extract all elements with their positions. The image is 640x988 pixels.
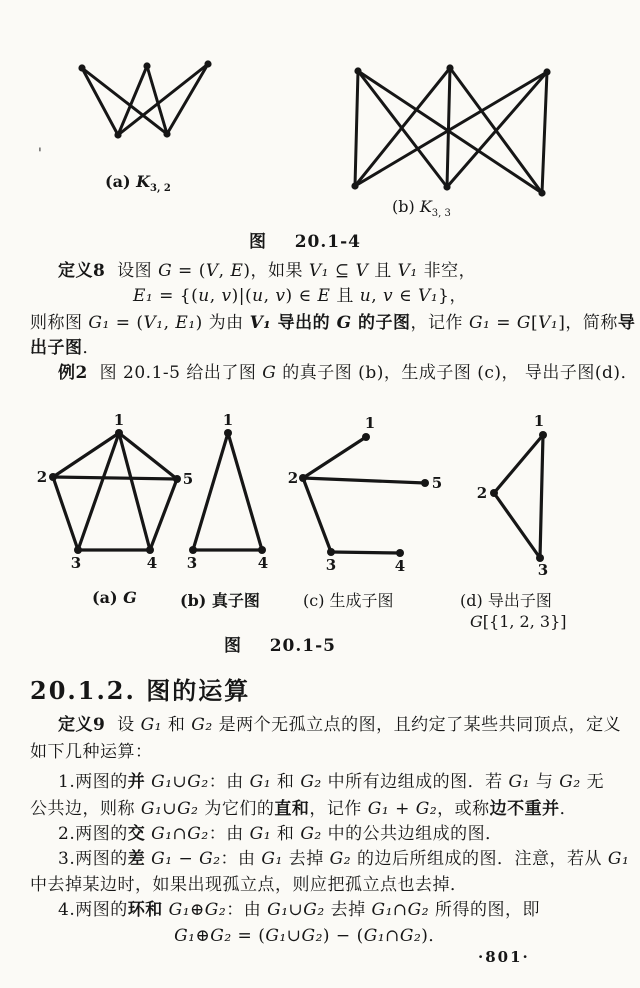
graph-true-subgraph-canvas [182,411,285,586]
svg-text:5: 5 [431,474,443,492]
svg-text:3: 3 [325,556,337,574]
figure5-label-d-line2: G[{1, 2, 3}] [470,612,567,631]
figure4-label-a: (a) $K_{3, 2}$ [105,172,171,195]
svg-text:3: 3 [186,554,198,572]
figure4-label-b: (b) $K_{3, 3}$ [392,197,451,220]
scan-stray-mark: ' [38,146,42,162]
svg-text:2: 2 [36,468,48,486]
svg-text:5: 5 [182,470,194,488]
ring-sum-formula: G₁⊕G₂ = (G₁∪G₂) − (G₁∩G₂)． [174,926,446,946]
svg-text:2: 2 [476,484,488,502]
operation-item1-line1: 1.两图的并 G₁∪G₂：由 G₁ 和 G₂ 中所有边组成的图．若 G₁ 与 G₂ 无 [58,772,605,792]
operation-item3-line1: 3.两图的差 G₁ − G₂：由 G₁ 去掉 G₂ 的边后所组成的图．注意，若从 G₁ [58,849,630,869]
svg-text:4: 4 [394,557,406,575]
graph-k32-canvas [45,48,230,158]
section-heading: 20.1.2. 图的运算 [30,676,251,705]
svg-text:3: 3 [70,554,82,572]
example2-text: 例2 图 20.1-5 给出了图 G 的真子图 (b)，生成子图 (c)， 导出子图(d)． [58,363,639,383]
svg-text:4: 4 [146,554,158,572]
figure4-caption: 图 20.1-4 [249,232,361,252]
graph-k33-canvas [340,53,565,208]
svg-text:3: 3 [537,561,549,579]
svg-text:1: 1 [113,411,125,429]
figure5-caption: 图 20.1-5 [224,636,336,656]
definition8-line3: 出子图． [30,338,100,358]
graph-spanning-subgraph-canvas [287,414,445,586]
svg-text:1: 1 [222,411,234,429]
definition9-line1: 定义9 设 G₁ 和 G₂ 是两个无孤立点的图，且约定了某些共同顶点，定义 [58,715,622,735]
definition8-line2: 则称图 G₁ = (V₁, E₁) 为由 V₁ 导出的 G 的子图，记作 G₁ = G[V₁]，简称导 [30,313,636,333]
svg-text:4: 4 [257,554,269,572]
graph-g-canvas [35,411,200,586]
figure5-label-b: (b) 真子图 [180,591,260,610]
operation-item1-line2: 公共边，则称 G₁∪G₂ 为它们的直和，记作 G₁ + G₂，或称边不重并． [30,799,578,819]
operation-item2: 2.两图的交 G₁∩G₂：由 G₁ 和 G₂ 中的公共边组成的图． [58,824,503,844]
svg-text:2: 2 [287,469,299,487]
operation-item3-line2: 中去掉某边时，如果出现孤立点，则应把孤立点也去掉． [30,875,468,895]
svg-text:1: 1 [533,412,545,430]
definition9-line2: 如下几种运算： [30,742,153,762]
figure5-label-c: (c) 生成子图 [303,591,394,610]
page-number: ·801· [478,948,530,966]
operation-item4: 4.两图的环和 G₁⊕G₂：由 G₁∪G₂ 去掉 G₁∩G₂ 所得的图，即 [58,900,540,920]
graph-induced-subgraph-canvas [465,412,610,586]
definition8-line1: 定义8 设图 G = (V, E)，如果 V₁ ⊆ V 且 V₁ 非空， [58,261,477,281]
figure5-label-a: (a) G [92,588,137,607]
svg-text:1: 1 [364,414,376,432]
figure5-label-d: (d) 导出子图 [460,591,552,610]
definition8-formula: E₁ = {(u, v)|(u, v) ∈ E 且 u, v ∈ V₁}， [133,286,467,306]
